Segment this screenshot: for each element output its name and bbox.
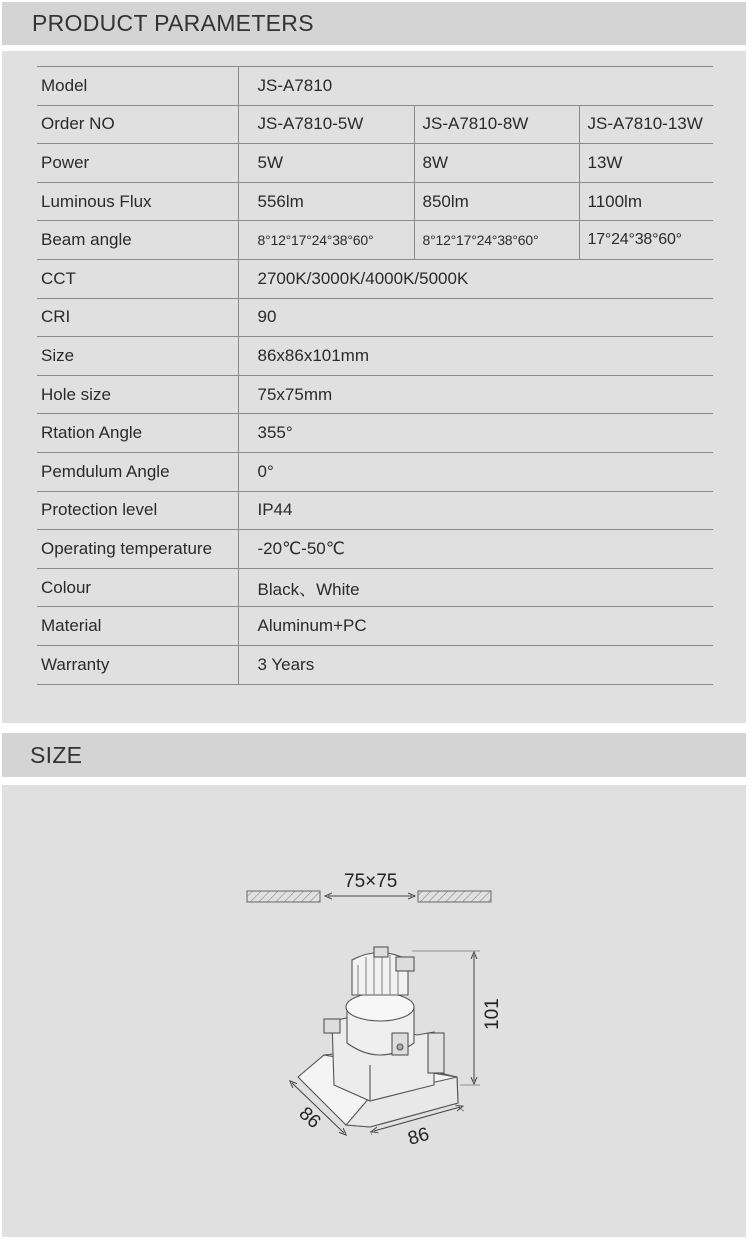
ceiling-cutout xyxy=(247,871,491,902)
size-panel xyxy=(2,785,746,1237)
param-label: Material xyxy=(37,607,238,646)
size-header xyxy=(2,733,746,777)
table-row xyxy=(37,645,713,684)
param-value: 75x75mm xyxy=(238,375,713,414)
param-label: Order NO xyxy=(37,105,238,144)
table-row xyxy=(37,375,713,414)
hole-dimension-label: 75×75 xyxy=(344,871,398,892)
param-value: 3 Years xyxy=(238,645,713,684)
fixture-illustration xyxy=(298,947,458,1127)
table-row xyxy=(37,607,713,646)
param-value: 1100lm xyxy=(579,182,713,221)
table-row xyxy=(37,568,713,607)
width-dimension-label: 86 xyxy=(405,1123,432,1150)
table-row xyxy=(37,105,713,144)
param-label: Protection level xyxy=(37,491,238,530)
table-row xyxy=(37,452,713,491)
table-row xyxy=(37,530,713,569)
param-label: Operating temperature xyxy=(37,530,238,569)
param-label: Warranty xyxy=(37,645,238,684)
param-value: 8W xyxy=(414,144,579,183)
param-value: -20℃-50℃ xyxy=(238,530,713,569)
param-value: 86x86x101mm xyxy=(238,337,713,376)
param-value: 13W xyxy=(579,144,713,183)
section-title: PRODUCT PARAMETERS xyxy=(32,10,314,36)
param-label: CRI xyxy=(37,298,238,337)
param-label: Size xyxy=(37,337,238,376)
table-row xyxy=(37,144,713,183)
table-row xyxy=(37,221,713,260)
dimension-drawing xyxy=(2,785,746,1237)
parameters-table xyxy=(37,66,713,685)
param-value: JS-A7810-8W xyxy=(414,105,579,144)
param-value: 850lm xyxy=(414,182,579,221)
param-value: 8°12°17°24°38°60° xyxy=(238,221,414,260)
param-label: Hole size xyxy=(37,375,238,414)
param-label: Luminous Flux xyxy=(37,182,238,221)
param-label: Power xyxy=(37,144,238,183)
parameters-panel xyxy=(2,51,746,723)
param-label: Model xyxy=(37,67,238,106)
param-value: 17°24°38°60° xyxy=(579,221,713,260)
depth-dimension-label: 86 xyxy=(294,1103,325,1133)
table-row xyxy=(37,67,713,106)
param-label: Beam angle xyxy=(37,221,238,260)
product-parameters-header xyxy=(2,2,746,45)
table-row xyxy=(37,182,713,221)
param-label: CCT xyxy=(37,259,238,298)
table-row xyxy=(37,491,713,530)
param-value: 556lm xyxy=(238,182,414,221)
param-value: 355° xyxy=(238,414,713,453)
table-row xyxy=(37,259,713,298)
param-value: JS-A7810-13W xyxy=(579,105,713,144)
param-value: 5W xyxy=(238,144,414,183)
param-value: IP44 xyxy=(238,491,713,530)
param-value: 90 xyxy=(238,298,713,337)
section-title: SIZE xyxy=(30,742,83,768)
table-row xyxy=(37,337,713,376)
param-label: Colour xyxy=(37,568,238,607)
param-value: JS-A7810 xyxy=(238,67,713,106)
table-row xyxy=(37,298,713,337)
param-value: Aluminum+PC xyxy=(238,607,713,646)
param-value: Black、White xyxy=(238,568,713,607)
param-value: 2700K/3000K/4000K/5000K xyxy=(238,259,713,298)
height-dimension-label: 101 xyxy=(482,998,503,1030)
param-label: Pemdulum Angle xyxy=(37,452,238,491)
param-label: Rtation Angle xyxy=(37,414,238,453)
param-value: 8°12°17°24°38°60° xyxy=(414,221,579,260)
param-value: JS-A7810-5W xyxy=(238,105,414,144)
table-row xyxy=(37,414,713,453)
param-value: 0° xyxy=(238,452,713,491)
